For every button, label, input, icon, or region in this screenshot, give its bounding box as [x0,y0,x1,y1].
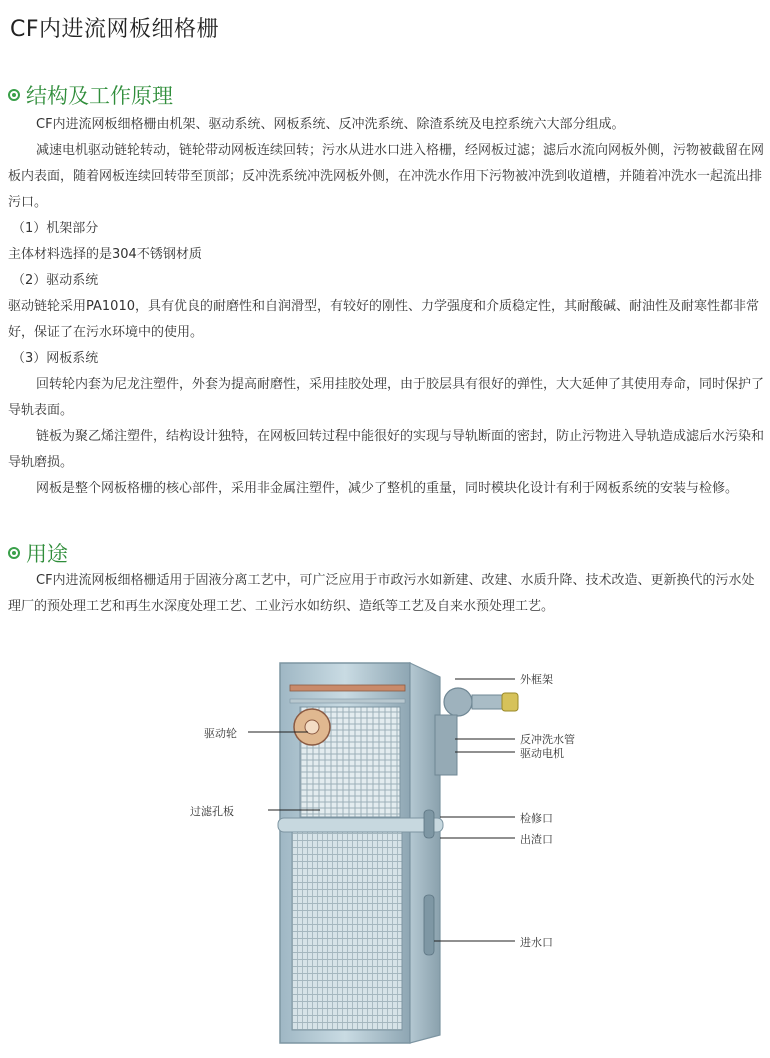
top-bar [290,685,405,691]
page-title: CF内进流网板细格栅 [10,17,220,42]
motor-shaft [472,695,502,709]
screen-machine-illustration [190,655,590,1050]
subheading: （1）机架部分 [12,221,99,236]
bullet-icon [8,547,20,559]
paragraph: CF内进流网板细格栅由机架、驱动系统、网板系统、反冲洗系统、除渣系统及电控系统六大部分组成。 [36,117,625,132]
motor-end-cap [502,693,518,711]
inlet-port [424,895,434,955]
section-body-usage [8,568,764,620]
section-heading-usage [8,538,68,568]
drive-housing [435,715,457,775]
label-inspection-port: 检修口 [520,812,553,825]
paragraph: 回转轮内套为尼龙注塑件，外套为提高耐磨性，采用挂胶处理，由于胶层具有很好的弹性，大大延伸了其使用寿命，同时保护了导轨表面。 [8,377,765,418]
label-filter-plate: 过滤孔板 [190,805,234,818]
section-heading-structure [8,80,173,110]
bullet-icon [8,89,20,101]
slag-trough [278,818,443,832]
lower-mesh [292,830,402,1030]
spray-bar [290,699,405,703]
label-drive-wheel: 驱动轮 [204,727,237,740]
paragraph: 网板是整个网板格栅的核心部件，采用非金属注塑件，减少了整机的重量，同时模块化设计有利于网板系统的安装与检修。 [36,481,739,496]
label-slag-outlet: 出渣口 [520,833,553,846]
section-body-structure [8,112,764,502]
label-outer-frame: 外框架 [520,673,553,686]
label-backwash-pipe: 反冲洗水管 [520,733,575,746]
section-heading-label: 用途 [26,542,68,566]
paragraph: 减速电机驱动链轮转动，链轮带动网板连续回转；污水从进水口进入格栅，经网板过滤；滤后水流向网板外侧，污物被截留在网板内表面，随着网板连续回转带至顶部；反冲洗系统冲洗网板外侧，在冲洗水作用下污物被冲洗到收道槽，并随着冲洗水一起流出排污口。 [8,143,765,210]
paragraph: 主体材料选择的是304不锈钢材质 [8,247,202,262]
label-water-inlet: 进水口 [520,936,553,949]
paragraph: CF内进流网板细格栅适用于固液分离工艺中，可广泛应用于市政污水如新建、改建、水质升降、技术改造、更新换代的污水处理厂的预处理工艺和再生水深度处理工艺、工业污水如纺织、造纸等工艺及自来水预处理工艺。 [8,573,755,614]
subheading: （3）网板系统 [12,351,99,366]
section-heading-label: 结构及工作原理 [26,84,173,108]
subheading: （2）驱动系统 [12,273,99,288]
label-drive-motor: 驱动电机 [520,747,564,760]
paragraph: 驱动链轮采用PA1010，具有优良的耐磨性和自润滑型，有较好的刚性、力学强度和介质稳定性，其耐酸碱、耐油性及耐寒性都非常好，保证了在污水环境中的使用。 [8,299,759,340]
inspection-port [424,810,434,838]
equipment-diagram [190,655,590,1050]
paragraph: 链板为聚乙烯注塑件，结构设计独特，在网板回转过程中能很好的实现与导轨断面的密封，防止污物进入导轨造成滤后水污染和导轨磨损。 [8,429,765,470]
gearbox [444,688,472,716]
